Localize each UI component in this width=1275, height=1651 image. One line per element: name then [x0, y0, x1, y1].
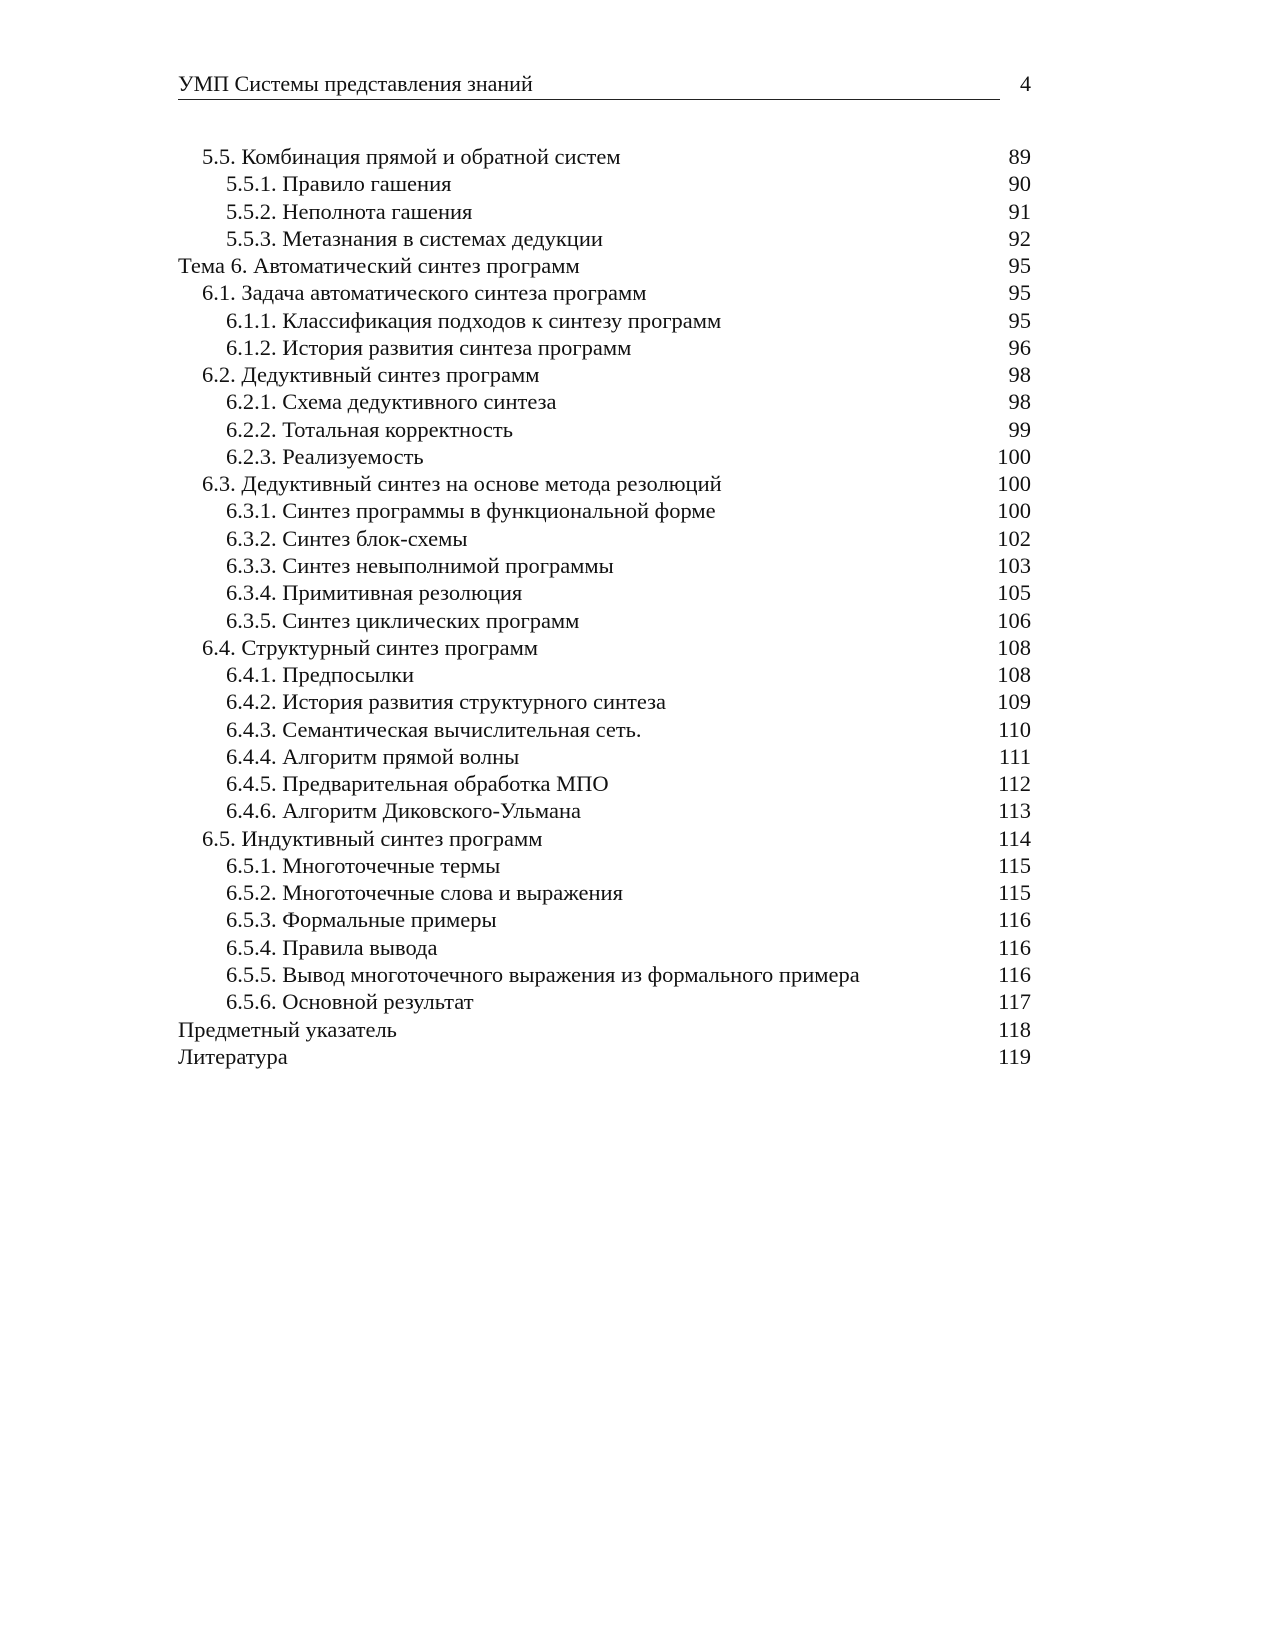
- toc-entry[interactable]: [178, 934, 1031, 961]
- toc-entry-title: Предметный указатель: [178, 1016, 397, 1042]
- toc-entry-page: 115: [998, 852, 1031, 878]
- toc-entry[interactable]: [178, 443, 1031, 470]
- toc-entry-title: 6.5.6. Основной результат: [226, 989, 474, 1015]
- toc-entry-title: 6.4.5. Предварительная обработка МПО: [226, 771, 609, 797]
- toc-entry-page: 96: [1008, 334, 1031, 360]
- toc-entry-title: Тема 6. Автоматический синтез программ: [178, 253, 580, 279]
- toc-entry-page: 106: [997, 607, 1031, 633]
- toc-entry-page: 98: [1008, 362, 1031, 388]
- toc-entry[interactable]: [178, 961, 1031, 988]
- toc-entry[interactable]: [178, 1016, 1031, 1043]
- toc-entry-page: 100: [997, 471, 1031, 497]
- toc-entry-title: 5.5.2. Неполнота гашения: [226, 198, 473, 224]
- toc-entry[interactable]: [178, 279, 1031, 306]
- toc-entry-page: 95: [1008, 307, 1031, 333]
- toc-entry-page: 110: [998, 716, 1031, 742]
- toc-entry[interactable]: [178, 307, 1031, 334]
- toc-entry-title: 6.2.3. Реализуемость: [226, 443, 424, 469]
- toc-entry[interactable]: [178, 634, 1031, 661]
- toc-entry-page: 119: [998, 1043, 1031, 1069]
- toc-entry-page: 100: [997, 443, 1031, 469]
- toc-entry[interactable]: [178, 688, 1031, 715]
- toc-entry-title: 6.5.1. Многоточечные термы: [226, 852, 501, 878]
- toc-entry-page: 92: [1008, 225, 1031, 251]
- table-of-contents: [178, 143, 1031, 1070]
- toc-entry-page: 108: [997, 662, 1031, 688]
- toc-entry[interactable]: [178, 988, 1031, 1015]
- toc-entry-page: 117: [998, 989, 1031, 1015]
- toc-entry-page: 90: [1008, 171, 1031, 197]
- toc-entry-title: 6.4.4. Алгоритм прямой волны: [226, 743, 520, 769]
- toc-entry-title: 6.3. Дедуктивный синтез на основе метода резолюций: [202, 471, 722, 497]
- toc-entry-page: 95: [1008, 253, 1031, 279]
- toc-entry-page: 99: [1008, 416, 1031, 442]
- toc-entry[interactable]: [178, 770, 1031, 797]
- running-header: [178, 70, 1000, 100]
- toc-entry[interactable]: [178, 361, 1031, 388]
- toc-entry-title: 6.5.3. Формальные примеры: [226, 907, 497, 933]
- toc-entry[interactable]: [178, 170, 1031, 197]
- header-title: УМП Системы представления знаний: [178, 71, 533, 96]
- toc-entry[interactable]: [178, 906, 1031, 933]
- toc-entry-title: 5.5.3. Метазнания в системах дедукции: [226, 225, 603, 251]
- toc-entry[interactable]: [178, 579, 1031, 606]
- toc-entry-title: 6.4.2. История развития структурного синтеза: [226, 689, 667, 715]
- toc-entry-page: 89: [1008, 144, 1031, 169]
- toc-entry-title: 6.4.3. Семантическая вычислительная сеть.: [226, 716, 642, 742]
- toc-entry[interactable]: [178, 525, 1031, 552]
- toc-entry-title: 6.4. Структурный синтез программ: [202, 634, 539, 660]
- toc-entry-page: 116: [998, 934, 1031, 960]
- toc-entry-title: 6.4.6. Алгоритм Диковского-Ульмана: [226, 798, 581, 824]
- toc-entry-page: 115: [998, 880, 1031, 906]
- toc-entry-title: 6.3.1. Синтез программы в функциональной форме: [226, 498, 716, 524]
- toc-entry[interactable]: [178, 552, 1031, 579]
- toc-entry-page: 100: [997, 498, 1031, 524]
- toc-entry[interactable]: [178, 852, 1031, 879]
- toc-entry-title: 6.5.5. Вывод многоточечного выражения из формального примера: [226, 961, 860, 987]
- toc-entry-page: 116: [998, 961, 1031, 987]
- toc-entry-title: 6.3.2. Синтез блок-схемы: [226, 525, 468, 551]
- toc-entry-title: 6.3.3. Синтез невыполнимой программы: [226, 552, 614, 578]
- toc-entry-title: 6.5. Индуктивный синтез программ: [202, 825, 543, 851]
- toc-entry-title: 6.1.2. История развития синтеза программ: [226, 334, 632, 360]
- toc-entry[interactable]: [178, 334, 1031, 361]
- toc-entry[interactable]: [178, 716, 1031, 743]
- toc-entry-title: 6.1. Задача автоматического синтеза программ: [202, 280, 647, 306]
- toc-entry[interactable]: [178, 607, 1031, 634]
- toc-entry-page: 98: [1008, 389, 1031, 415]
- toc-entry-page: 105: [997, 580, 1031, 606]
- toc-entry[interactable]: [178, 661, 1031, 688]
- toc-entry-page: 91: [1008, 198, 1031, 224]
- toc-entry-page: 112: [998, 771, 1031, 797]
- toc-entry[interactable]: [178, 198, 1031, 225]
- toc-entry-title: Литература: [178, 1043, 288, 1069]
- toc-entry[interactable]: [178, 416, 1031, 443]
- toc-entry-page: 118: [998, 1016, 1031, 1042]
- toc-entry[interactable]: [178, 497, 1031, 524]
- toc-entry-title: 6.3.5. Синтез циклических программ: [226, 607, 580, 633]
- toc-entry-title: 6.4.1. Предпосылки: [226, 662, 415, 688]
- toc-entry[interactable]: [178, 1043, 1031, 1070]
- toc-entry[interactable]: [178, 388, 1031, 415]
- toc-entry-title: 6.2. Дедуктивный синтез программ: [202, 362, 540, 388]
- page-number: 4: [1020, 71, 1031, 96]
- toc-entry[interactable]: [178, 470, 1031, 497]
- toc-entry-page: 113: [998, 798, 1031, 824]
- toc-entry-page: 103: [997, 552, 1031, 578]
- toc-entry[interactable]: [178, 879, 1031, 906]
- toc-entry-title: 6.3.4. Примитивная резолюция: [226, 580, 523, 606]
- toc-entry-title: 6.5.2. Многоточечные слова и выражения: [226, 880, 623, 906]
- toc-entry[interactable]: [178, 225, 1031, 252]
- toc-entry-page: 109: [997, 689, 1031, 715]
- toc-entry-title: 6.5.4. Правила вывода: [226, 934, 438, 960]
- toc-entry-page: 116: [998, 907, 1031, 933]
- toc-entry-page: 114: [998, 825, 1031, 851]
- toc-entry-page: 111: [998, 743, 1031, 769]
- toc-entry[interactable]: [178, 143, 1031, 170]
- toc-entry-title: 5.5. Комбинация прямой и обратной систем: [202, 144, 621, 169]
- toc-entry[interactable]: [178, 797, 1031, 824]
- toc-entry[interactable]: [178, 825, 1031, 852]
- toc-entry-title: 6.1.1. Классификация подходов к синтезу программ: [226, 307, 722, 333]
- toc-entry[interactable]: [178, 743, 1031, 770]
- toc-entry-page: 108: [997, 634, 1031, 660]
- toc-entry-title: 5.5.1. Правило гашения: [226, 171, 452, 197]
- toc-entry-page: 95: [1008, 280, 1031, 306]
- toc-entry[interactable]: [178, 252, 1031, 279]
- toc-entry-title: 6.2.2. Тотальная корректность: [226, 416, 513, 442]
- toc-entry-page: 102: [997, 525, 1031, 551]
- toc-entry-title: 6.2.1. Схема дедуктивного синтеза: [226, 389, 557, 415]
